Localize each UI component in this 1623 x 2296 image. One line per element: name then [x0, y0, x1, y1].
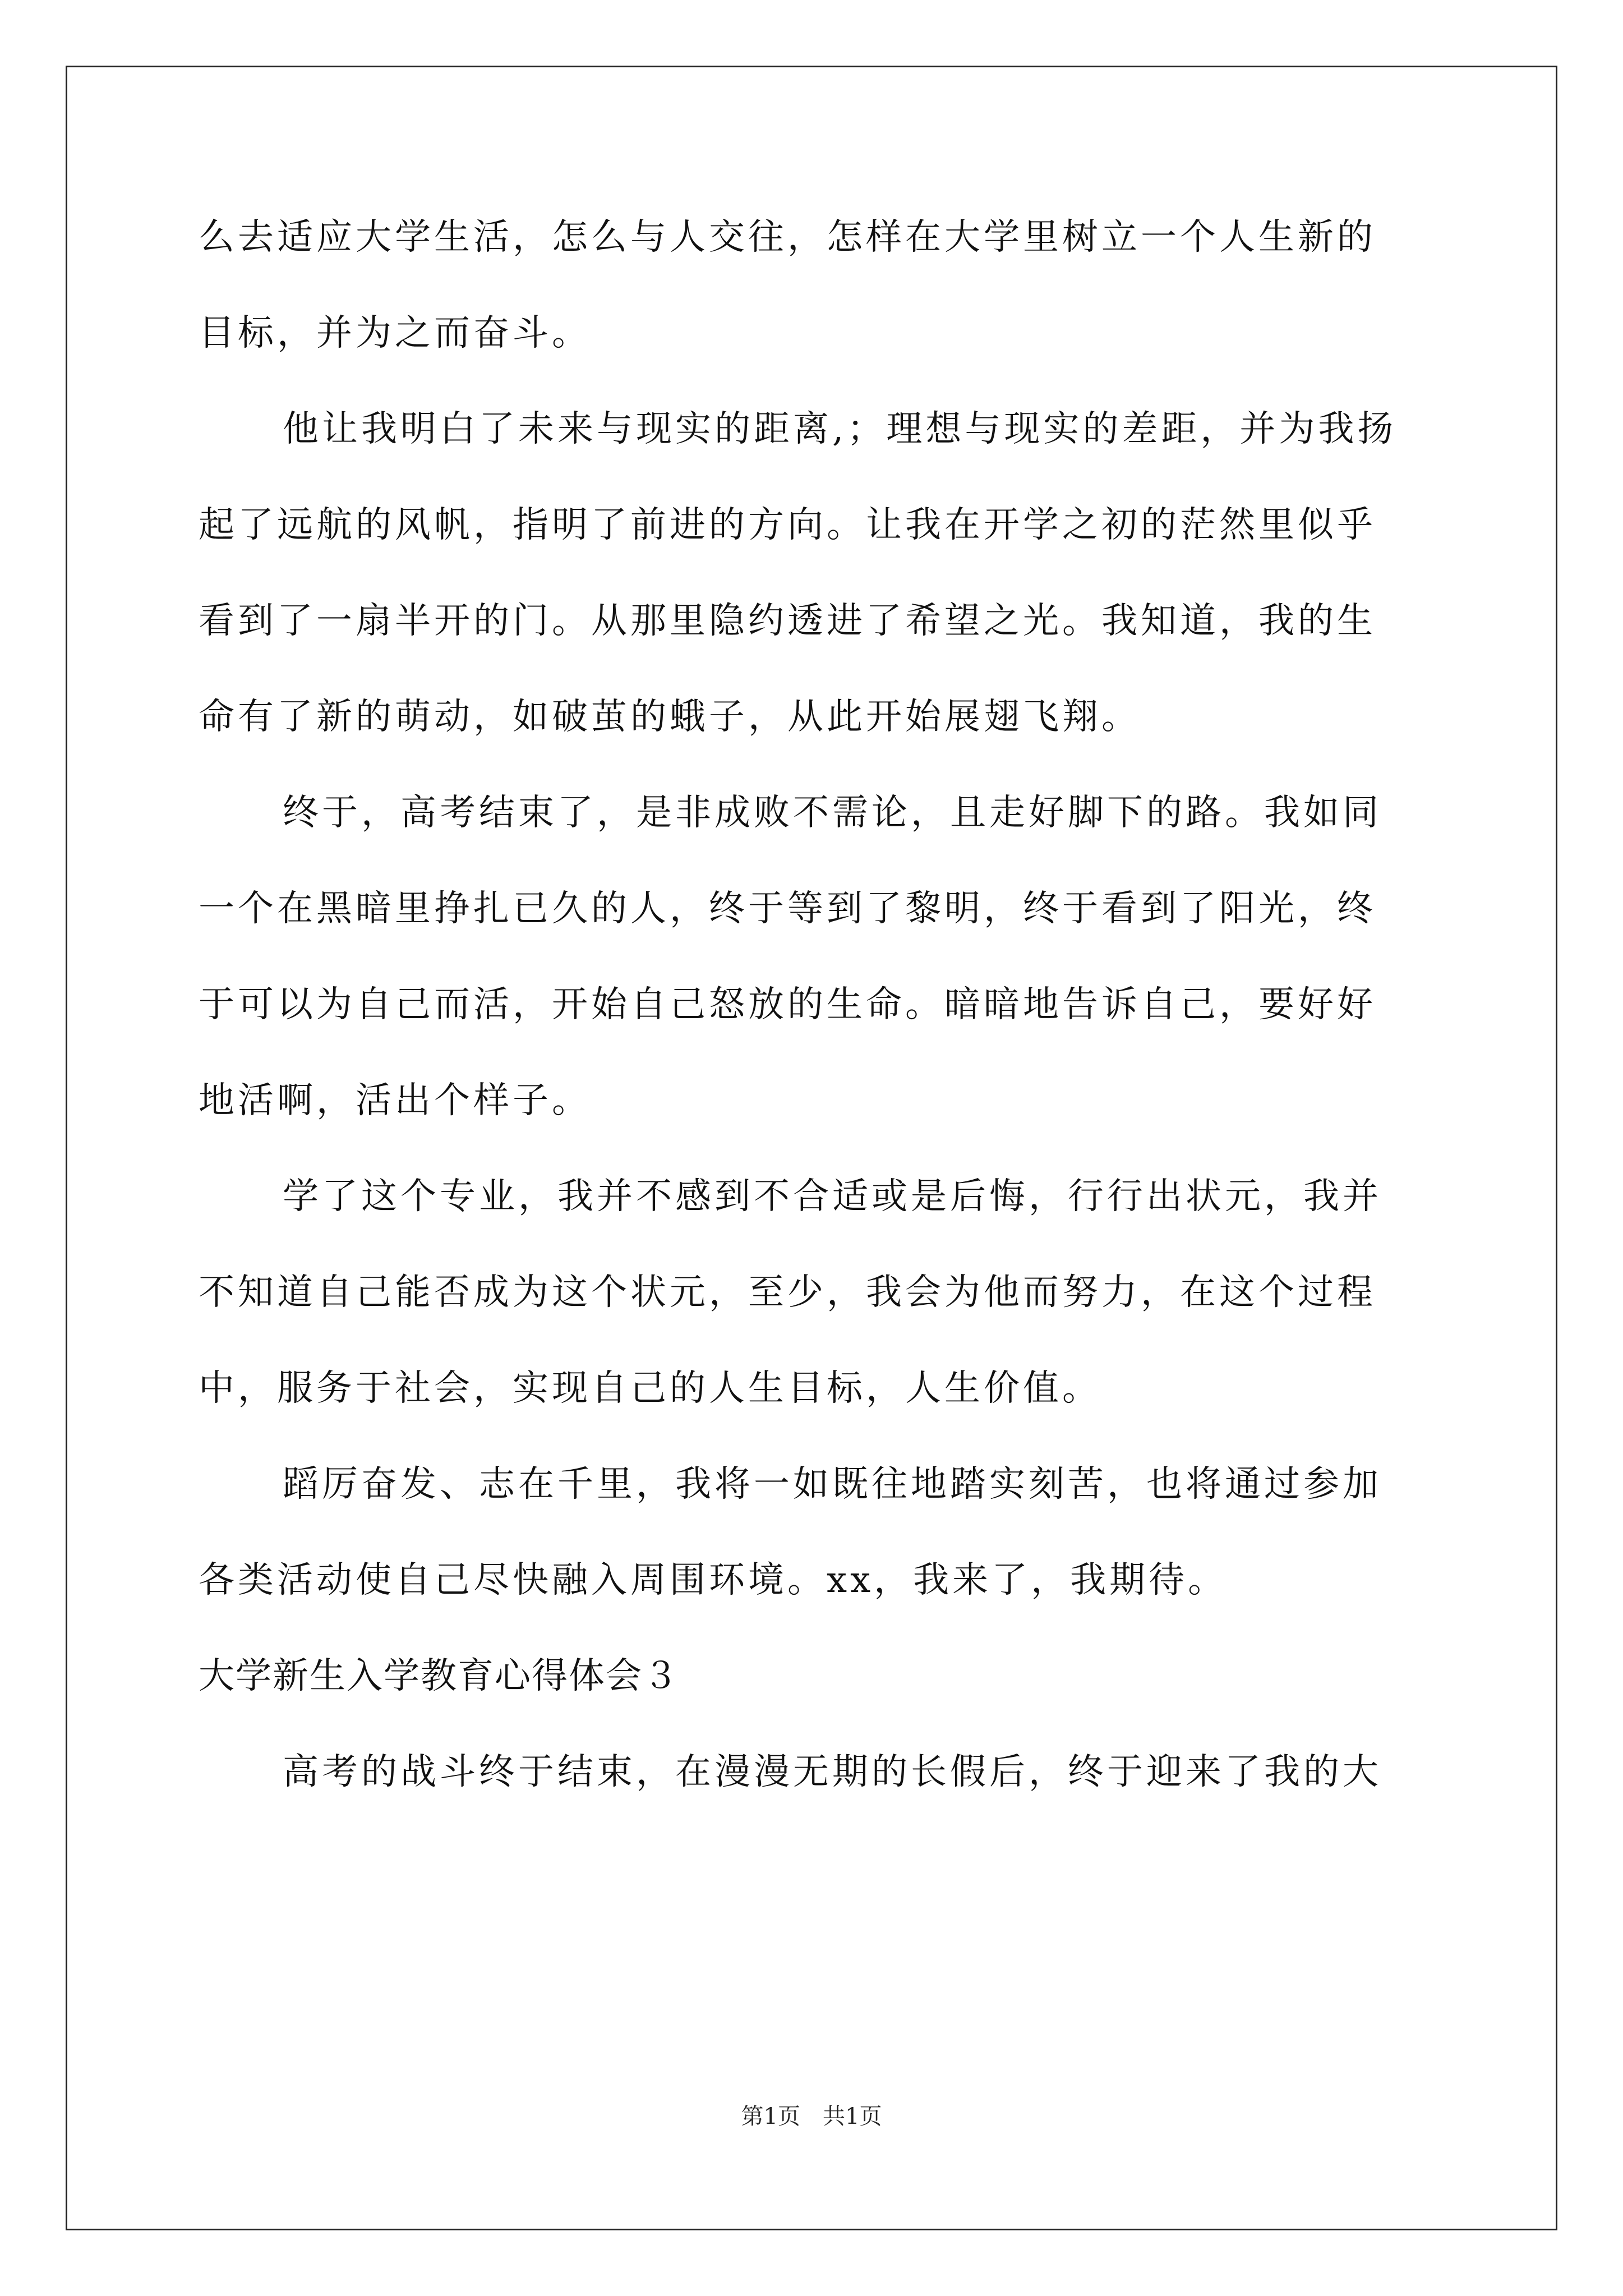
text-line: 看到了一扇半开的门。从那里隐约透进了希望之光。我知道，我的生 — [199, 600, 1376, 642]
text-line: 各类活动使自己尽快融入周围环境。xx，我来了，我期待。 — [199, 1559, 1228, 1601]
text-line: 于可以为自己而活，开始自己怒放的生命。暗暗地告诉自己，要好好 — [199, 984, 1376, 1025]
text-line: 高考的战斗终于结束，在漫漫无期的长假后，终于迎来了我的大 — [283, 1751, 1382, 1793]
text-line: 么去适应大学生活，怎么与人交往，怎样在大学里树立一个人生新的 — [199, 217, 1376, 258]
text-line: 中，服务于社会，实现自己的人生目标，人生价值。 — [199, 1368, 1101, 1409]
text-line: 地活啊，活出个样子。 — [199, 1080, 591, 1121]
text-line: 目标，并为之而奋斗。 — [199, 312, 591, 354]
text-line: 一个在黑暗里挣扎已久的人，终于等到了黎明，终于看到了阳光，终 — [199, 888, 1376, 930]
text-line: 学了这个专业，我并不感到不合适或是后悔，行行出状元，我并 — [283, 1176, 1382, 1217]
document-body — [199, 212, 1424, 1843]
text-line: 蹈厉奋发、志在千里，我将一如既往地踏实刻苦，也将通过参加 — [283, 1464, 1382, 1505]
text-line: 终于，高考结束了，是非成败不需论，且走好脚下的路。我如同 — [283, 792, 1382, 834]
text-line: 命有了新的萌动，如破茧的蛾子，从此开始展翅飞翔。 — [199, 696, 1141, 738]
page-footer: 第1页 共1页 — [741, 2104, 882, 2129]
text-line: 他让我明白了未来与现实的距离,；理想与现实的差距，并为我扬 — [283, 408, 1397, 450]
section-heading: 大学新生入学教育心得体会３ — [199, 1655, 680, 1697]
text-line: 起了远航的风帆，指明了前进的方向。让我在开学之初的茫然里似乎 — [199, 504, 1376, 546]
text-line: 不知道自己能否成为这个状元，至少，我会为他而努力，在这个过程 — [199, 1272, 1376, 1313]
